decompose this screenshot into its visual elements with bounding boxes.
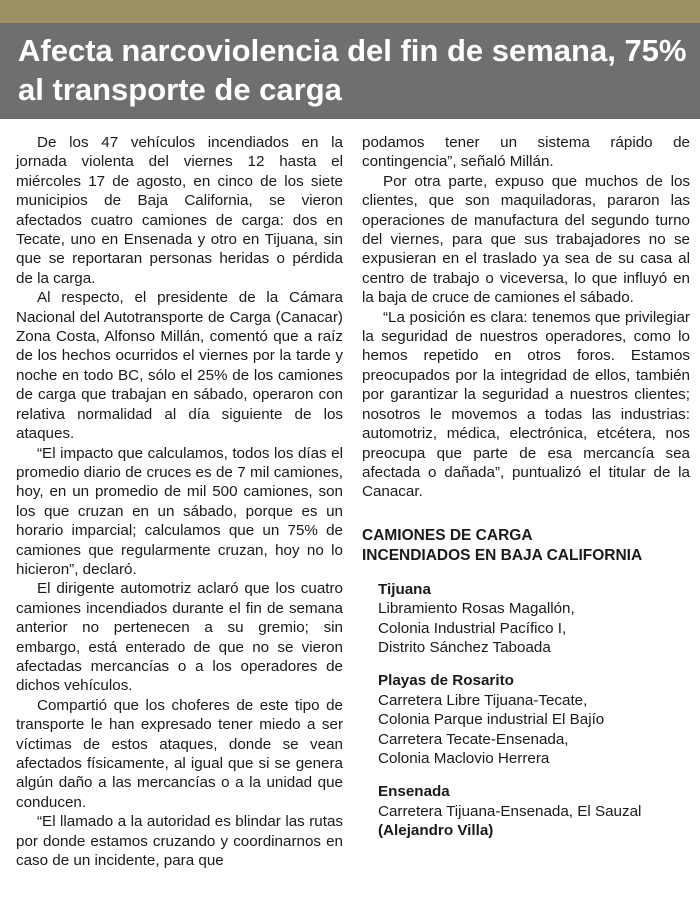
paragraph: Al respecto, el presidente de la Cámara Nacional del Autotransporte de Carga (Canacar) Zona Costa, Alfonso Millán, comentó que a raíz de los hechos ocurridos el viernes por la tarde y noche en todo BC, sólo el 25% de los camiones de carga que trabajan en sábado, operaron con relativa normalidad al día siguiente de los ataques.: [16, 289, 343, 443]
article-column-left: [16, 133, 343, 870]
location-detail: Carretera Tecate-Ensenada,: [378, 730, 569, 748]
location-detail: Colonia Parque industrial El Bajío: [378, 711, 605, 729]
paragraph-continuation: podamos tener un sistema rápido de contingencia”, señaló Millán.: [362, 134, 690, 171]
location-detail: Carretera Libre Tijuana-Tecate,: [378, 691, 588, 709]
location-name: Playas de Rosarito: [378, 672, 514, 690]
paragraph: El dirigente automotriz aclaró que los cuatro camiones incendiados durante el fin de semana anterior no pertenecen a su gremio; sin embargo, está enterado de que no se vieron afectadas mercancías o a los operadores de dichos vehículos.: [16, 580, 343, 695]
paragraph: De los 47 vehículos incendiados en la jornada violenta del viernes 12 hasta el miércoles 17 de agosto, en cinco de los siete municipios de Baja California, se vieron afectados cuatro camiones de carga: dos en Tecate, uno en Ensenada y otro en Tijuana, sin que se reportaran personas heridas o pérdida de la carga.: [16, 134, 343, 287]
location-detail: Carretera Tijuana-Ensenada, El Sauzal: [378, 802, 642, 820]
location-name: Tijuana: [378, 580, 431, 598]
location-rosarito: [362, 671, 690, 768]
paragraph: Compartió que los choferes de este tipo de transporte le han expresado tener miedo a ser víctimas de estos ataques, donde se vean afectados físicamente, al igual que si se genera algún daño a las mercancías o a la unidad que conducen.: [16, 696, 343, 811]
sidebar-heading-line: INCENDIADOS EN BAJA CALIFORNIA: [362, 546, 643, 564]
location-name: Ensenada: [378, 783, 450, 801]
author-byline: (Alejandro Villa): [378, 822, 494, 840]
paragraph: “El impacto que calculamos, todos los días el promedio diario de cruces es de 7 mil camiones, hoy, en un promedio de mil 500 camiones, son los que cruzan en un sábado, porque es un horario imparcial; calculamos que un 75% de camiones que regularmente cruzan, hoy no lo hicieron”, declaró.: [16, 444, 343, 578]
headline: Afecta narcoviolencia del fin de semana, 75% al transporte de carga: [18, 33, 687, 107]
sidebar-heading: [362, 526, 690, 566]
paragraph: “El llamado a la autoridad es blindar las rutas por donde estamos cruzando y coordinarnos en caso de un incidente, para que: [16, 813, 343, 870]
location-detail: Colonia Industrial Pacífico I,: [378, 619, 567, 637]
location-detail: Distrito Sánchez Taboada: [378, 638, 551, 656]
sidebar-heading-line: CAMIONES DE CARGA: [362, 526, 533, 544]
location-detail: Libramiento Rosas Magallón,: [378, 600, 575, 618]
location-tijuana: [362, 580, 690, 658]
paragraph: “La posición es clara: tenemos que privilegiar la seguridad de nuestros operadores, como lo hemos repetido en otros foros. Estamos preocupados por la integridad de ellos, también por garantizar la seguridad a nuestros clientes; nosotros le movemos a todas las industrias: automotriz, médica, electrónica, etcétera, nos preocupa que parte de esa mercancía sea afectada o dañada”, puntualizó el titular de la Canacar.: [362, 308, 690, 501]
title-banner: [0, 23, 700, 119]
location-detail: Colonia Maclovio Herrera: [378, 749, 550, 767]
article-column-right: [362, 133, 690, 841]
location-ensenada: [362, 782, 690, 840]
paragraph: Por otra parte, expuso que muchos de los clientes, que son maquiladoras, pararon las operaciones de manufactura del segundo turno del viernes, para que sus trabajadores no se expusieran en el traslado ya sea de su casa al centro de trabajo o viceversa, lo que influyó en la baja de cruce de camiones el sábado.: [362, 172, 690, 307]
top-accent-strip: [0, 0, 700, 23]
